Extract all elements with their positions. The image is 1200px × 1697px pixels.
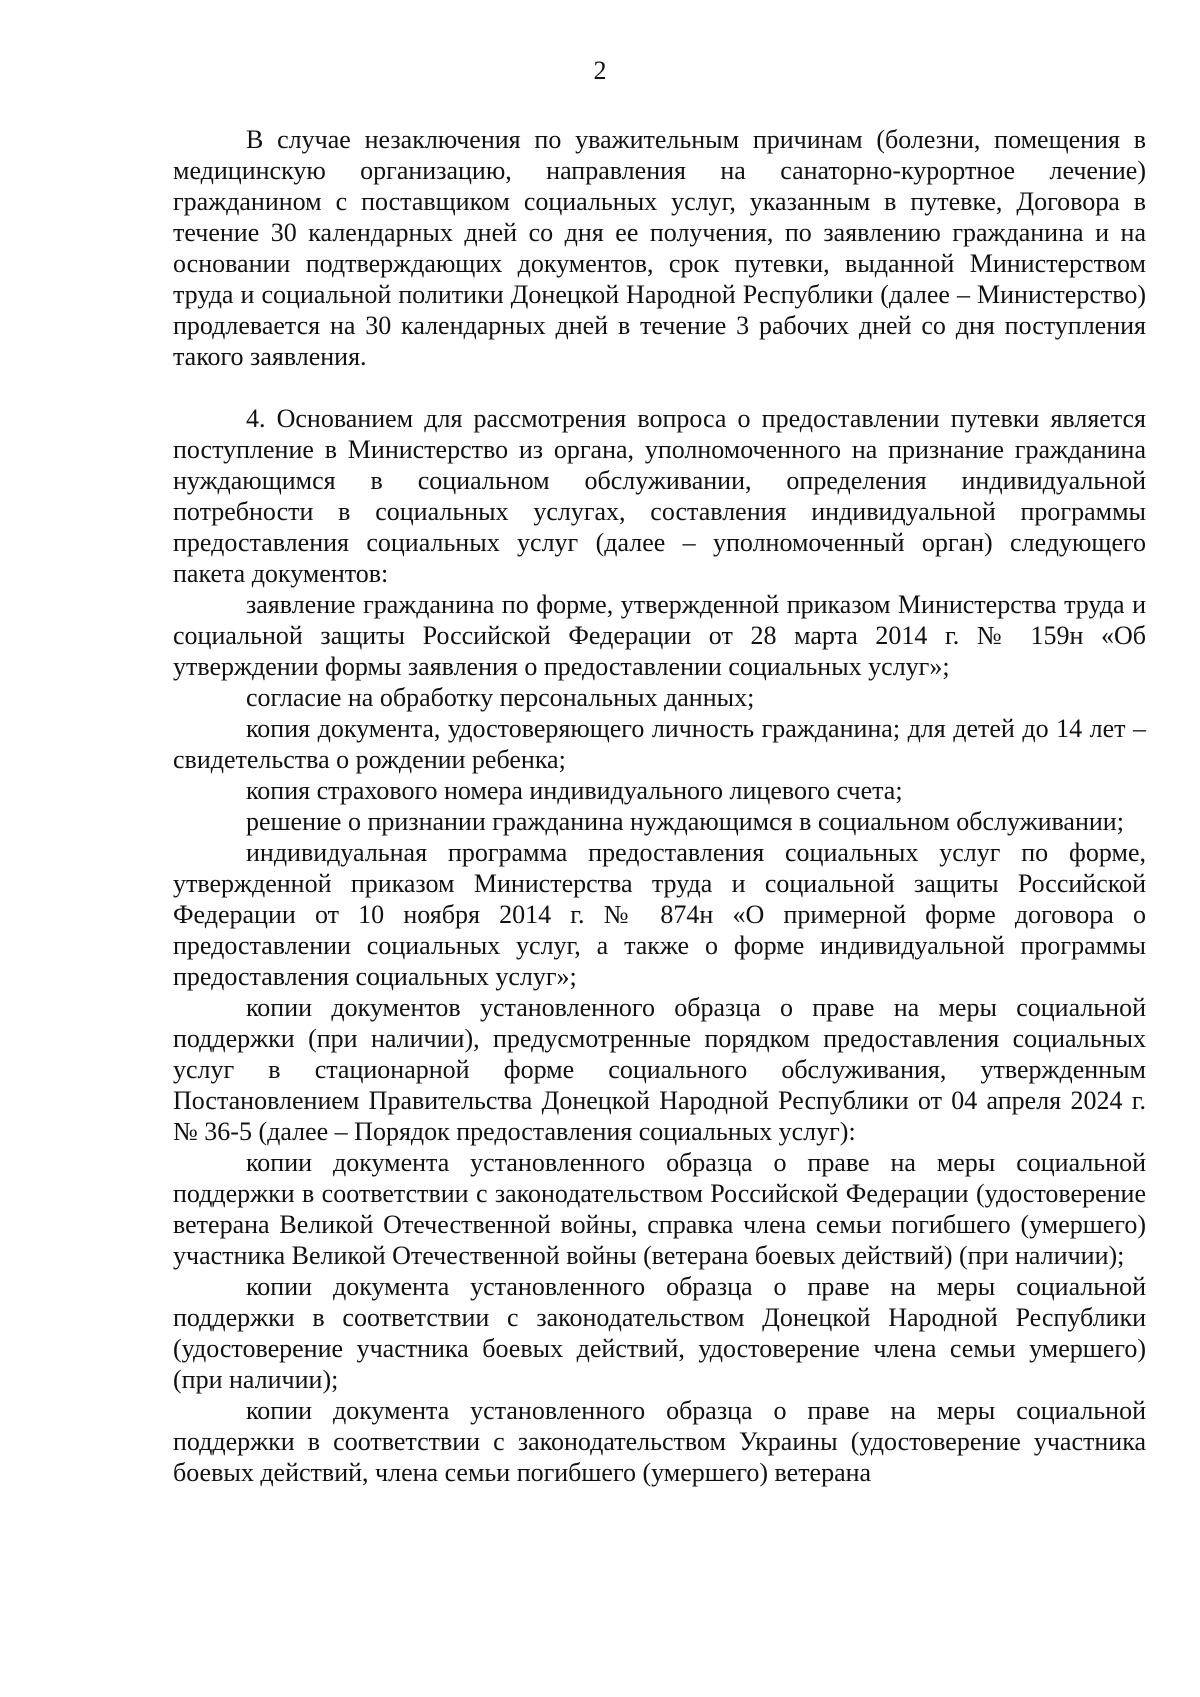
list-item-identity-document: копия документа, удостоверяющего личность гражданина; для детей до 14 лет – свидетельства о рождении ребенка; [173,714,1146,774]
list-item-ukraine-documents: копии документа установленного образца о праве на меры социальной поддержки в соответствии с законодательством Украины (удостоверение участника боевых действий, члена семьи погибшего (умершего) ветерана [173,1396,1146,1487]
paragraph-extension-of-voucher: В случае незаключения по уважительным причинам (болезни, помещения в медицинскую организацию, направления на санаторно-курортное лечение) гражданином с поставщиком социальных услуг, указанным в путевке, Договора в течение 30 календарных дней со дня ее получения, по заявлению гражданина и на основании подтверждающих документов, срок путевки, выданной Министерством труда и социальной политики Донецкой Народной Республики (далее – Министерство) продлевается на 30 календарных дней в течение 3 рабочих дней со дня поступления такого заявления. [173,125,1146,371]
list-item-personal-data-consent: согласие на обработку персональных данных; [246,683,755,712]
list-item-support-documents: копии документов установленного образца о праве на меры социальной поддержки (при наличии), предусмотренные порядком предоставления социальных услуг в стационарной форме социального обслуживания, утвержденным Постановлением Правительства Донецкой Народной Республики от 04 апреля 2024 г. № 36-5 (далее – Порядок предоставления социальных услуг): [173,993,1146,1146]
list-item-insurance-number: копия страхового номера индивидуального лицевого счета; [246,776,903,805]
page-number: 2 [593,56,607,85]
list-item-dpr-documents: копии документа установленного образца о праве на меры социальной поддержки в соответствии с законодательством Донецкой Народной Республики (удостоверение участника боевых действий, удостоверение члена семьи умершего) (при наличии); [173,1272,1146,1394]
paragraph-section-4-basis: 4. Основанием для рассмотрения вопроса о предоставлении путевки является поступление в Министерство из органа, уполномоченного на признание гражданина нуждающимся в социальном обслуживании, определения индивидуальной потребности в социальных услугах, составления индивидуальной программы предоставления социальных услуг (далее – уполномоченный орган) следующего пакета документов: [173,404,1146,588]
list-item-individual-program: индивидуальная программа предоставления социальных услуг по форме, утвержденной приказом Министерства труда и социальной защиты Российской Федерации от 10 ноября 2014 г. № 874н «О примерной форме договора о предоставлении социальных услуг, а также о форме индивидуальной программы предоставления социальных услуг»; [173,838,1146,991]
paragraph-spacer [173,372,1146,403]
list-item-citizen-application: заявление гражданина по форме, утвержденной приказом Министерства труда и социальной защиты Российской Федерации от 28 марта 2014 г. № 159н «Об утверждении формы заявления о предоставлении социальных услуг»; [173,590,1146,681]
document-body [173,124,1146,1488]
list-item-need-decision: решение о признании гражданина нуждающимся в социальном обслуживании; [246,807,1124,836]
list-item-russian-federation-documents: копии документа установленного образца о праве на меры социальной поддержки в соответствии с законодательством Российской Федерации (удостоверение ветерана Великой Отечественной войны, справка члена семьи погибшего (умершего) участника Великой Отечественной войны (ветерана боевых действий) (при наличии); [173,1148,1146,1270]
